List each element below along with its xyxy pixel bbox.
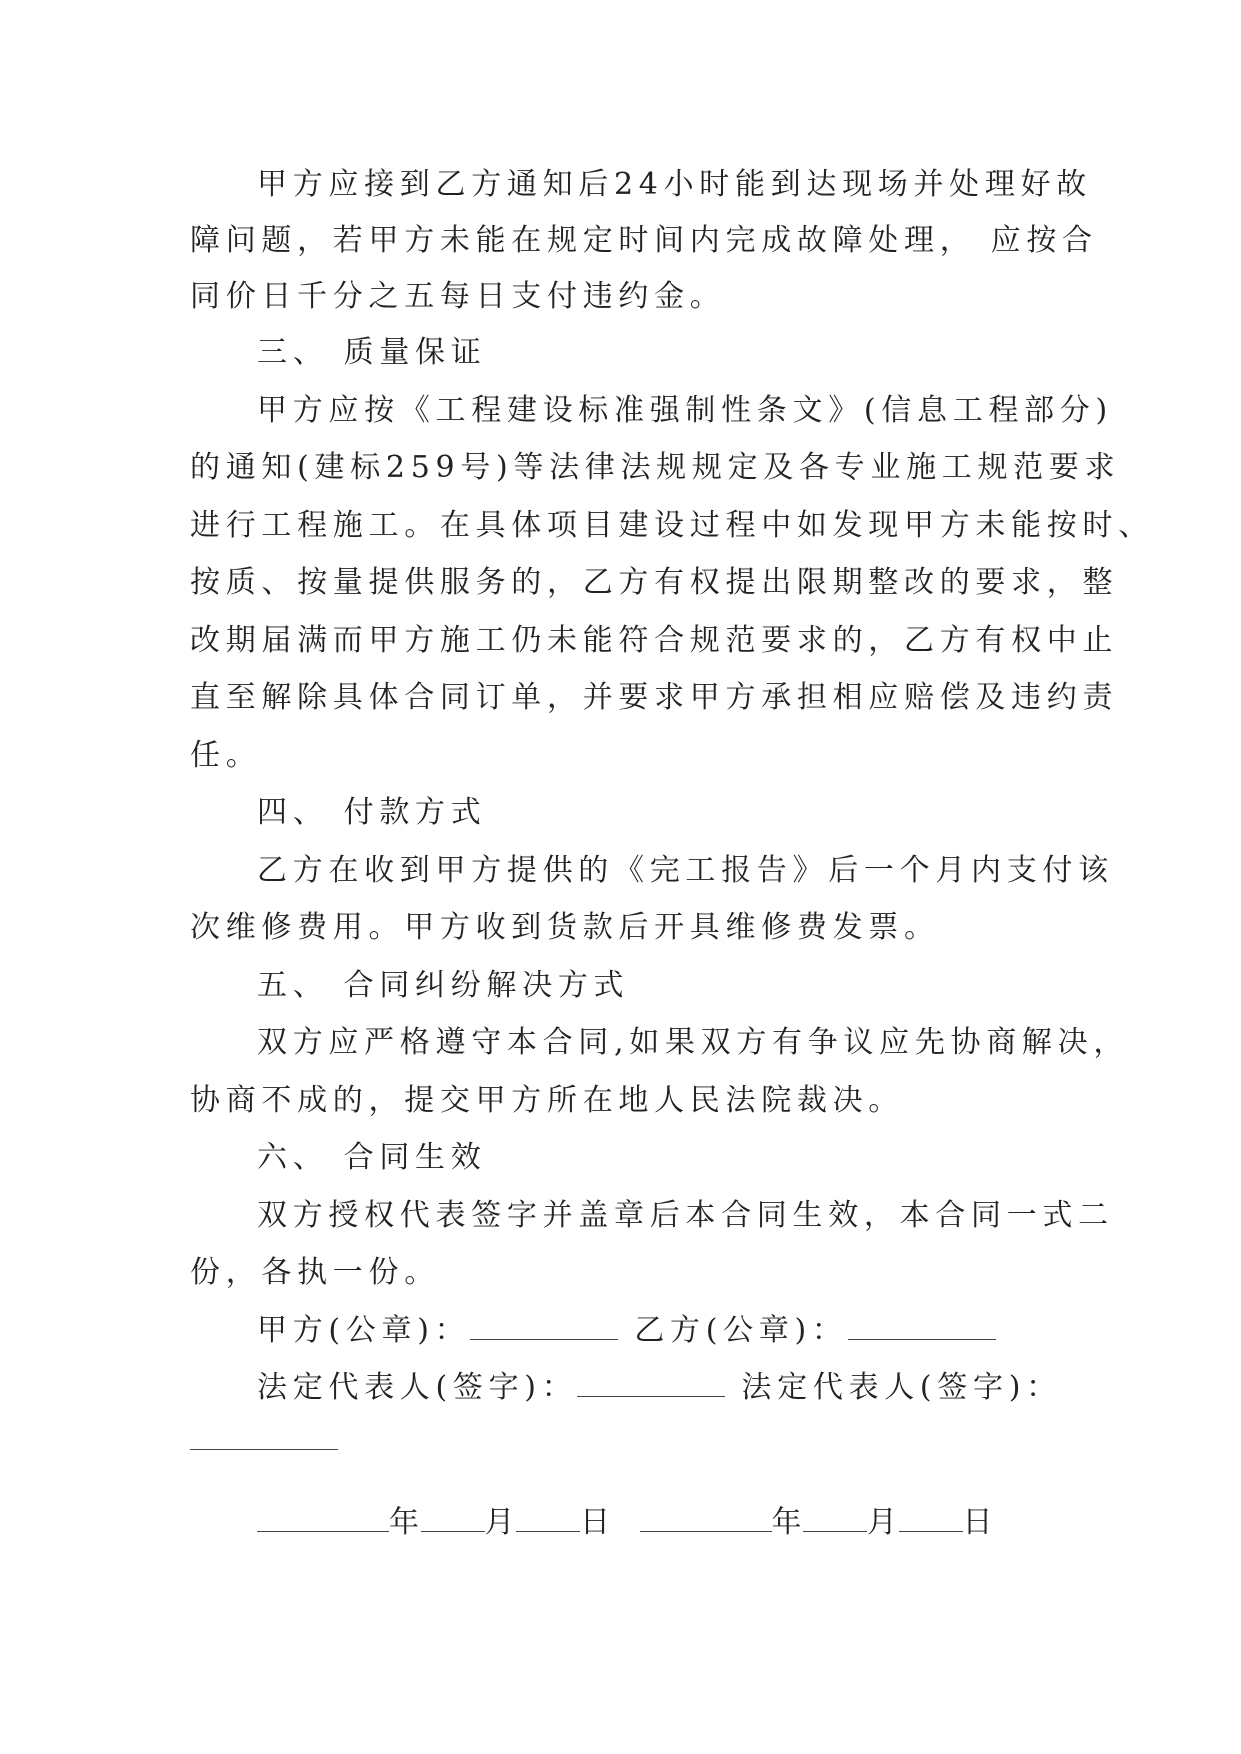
day-blank-a xyxy=(516,1505,580,1532)
section-heading-payment: 四、 付款方式 xyxy=(257,795,487,830)
paragraph-line: 按质、按量提供服务的，乙方有权提出限期整改的要求，整 xyxy=(190,565,1119,600)
paragraph-line: 份，各执一份。 xyxy=(190,1255,440,1290)
party-b-seal-label: 乙方(公章)： xyxy=(634,1313,848,1348)
day-label: 日 xyxy=(962,1505,994,1540)
section-heading-dispute: 五、 合同纠纷解决方式 xyxy=(257,968,630,1003)
paragraph-line: 直至解除具体合同订单，并要求甲方承担相应赔偿及违约责 xyxy=(190,680,1119,715)
month-blank-a xyxy=(421,1505,485,1532)
paragraph-line: 改期届满而甲方施工仍未能符合规范要求的，乙方有权中止 xyxy=(190,623,1119,658)
legal-rep-a-label: 法定代表人(签字)： xyxy=(257,1370,578,1405)
month-label: 月 xyxy=(867,1505,899,1540)
paragraph-line: 双方应严格遵守本合同,如果双方有争议应先协商解决， xyxy=(257,1025,1130,1060)
legal-rep-row xyxy=(257,1368,1117,1408)
paragraph-line: 任。 xyxy=(190,738,262,773)
paragraph-line: 同价日千分之五每日支付违约金。 xyxy=(190,279,726,314)
party-b-seal-blank xyxy=(848,1313,996,1340)
day-blank-b xyxy=(899,1505,963,1532)
party-a-seal-label: 甲方(公章)： xyxy=(257,1313,471,1348)
legal-rep-a-blank xyxy=(577,1370,725,1397)
paragraph-line: 协商不成的，提交甲方所在地人民法院裁决。 xyxy=(190,1083,904,1118)
paragraph-line: 的通知(建标259号)等法律法规规定及各专业施工规范要求 xyxy=(190,450,1121,485)
legal-rep-b-label: 法定代表人(签字)： xyxy=(741,1370,1062,1405)
party-a-seal-blank xyxy=(470,1313,618,1340)
section-heading-effective: 六、 合同生效 xyxy=(257,1140,487,1175)
paragraph-line: 障问题，若甲方未能在规定时间内完成故障处理， 应按合 xyxy=(190,223,1098,258)
year-blank-a xyxy=(257,1505,389,1532)
paragraph-line: 进行工程施工。在具体项目建设过程中如发现甲方未能按时、 xyxy=(190,508,1154,543)
paragraph-line: 甲方应按《工程建设标准强制性条文》(信息工程部分) xyxy=(257,393,1113,428)
paragraph-line: 甲方应接到乙方通知后24小时能到达现场并处理好故 xyxy=(257,167,1092,202)
legal-rep-b-blank xyxy=(190,1449,338,1450)
seal-row xyxy=(257,1311,1117,1351)
year-label: 年 xyxy=(771,1505,803,1540)
date-row xyxy=(257,1503,1117,1543)
paragraph-line: 次维修费用。甲方收到货款后开具维修费发票。 xyxy=(190,910,940,945)
day-label: 日 xyxy=(580,1505,612,1540)
year-blank-b xyxy=(640,1505,772,1532)
month-blank-b xyxy=(803,1505,867,1532)
year-label: 年 xyxy=(389,1505,421,1540)
paragraph-line: 乙方在收到甲方提供的《完工报告》后一个月内支付该 xyxy=(257,853,1114,888)
month-label: 月 xyxy=(484,1505,516,1540)
section-heading-quality: 三、 质量保证 xyxy=(257,335,487,370)
paragraph-line: 双方授权代表签字并盖章后本合同生效，本合同一式二 xyxy=(257,1198,1114,1233)
